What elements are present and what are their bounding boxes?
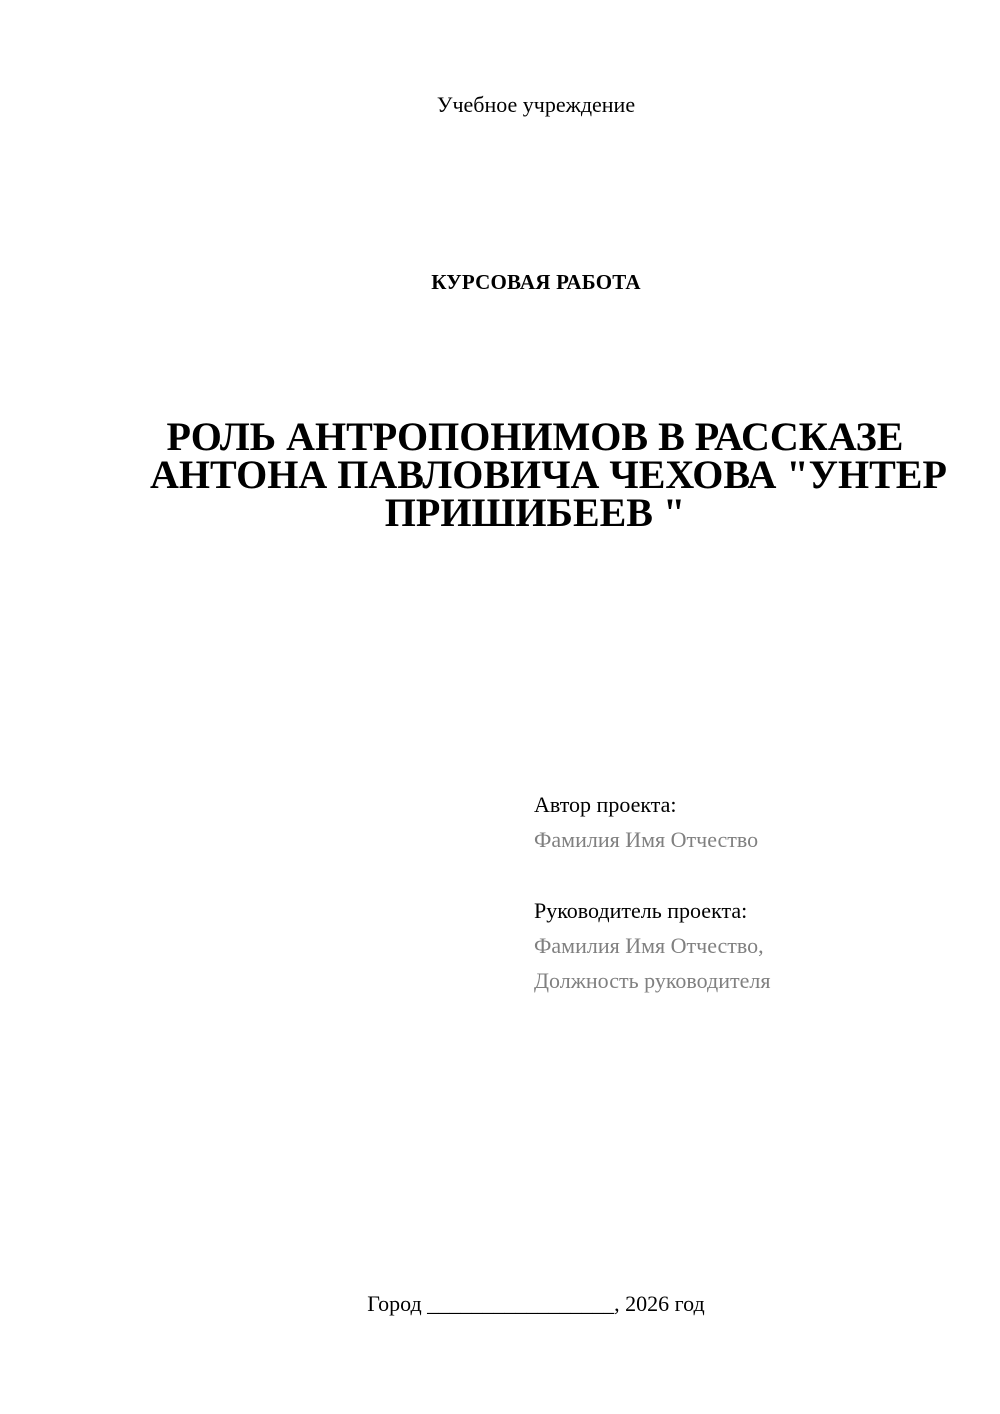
document-title — [150, 414, 947, 535]
author-label: Автор проекта: — [534, 792, 677, 817]
title-line: РОЛЬ АНТРОПОНИМОВ В РАССКАЗЕ — [166, 414, 904, 459]
supervisor-label: Руководитель проекта: — [534, 898, 748, 923]
institution-name: Учебное учреждение — [436, 92, 636, 117]
work-type-heading: КУРСОВАЯ РАБОТА — [431, 270, 641, 294]
title-line: АНТОНА ПАВЛОВИЧА ЧЕХОВА "УНТЕР — [150, 452, 947, 497]
author-block — [534, 787, 974, 857]
title-line: ПРИШИБЕЕВ " — [384, 490, 686, 535]
city-year-line: Город _________________, 2026 год — [367, 1291, 705, 1316]
supervisor-position: Должность руководителя — [534, 968, 771, 993]
supervisor-block — [534, 893, 974, 998]
supervisor-name: Фамилия Имя Отчество, — [534, 933, 764, 958]
author-name: Фамилия Имя Отчество — [534, 827, 759, 852]
